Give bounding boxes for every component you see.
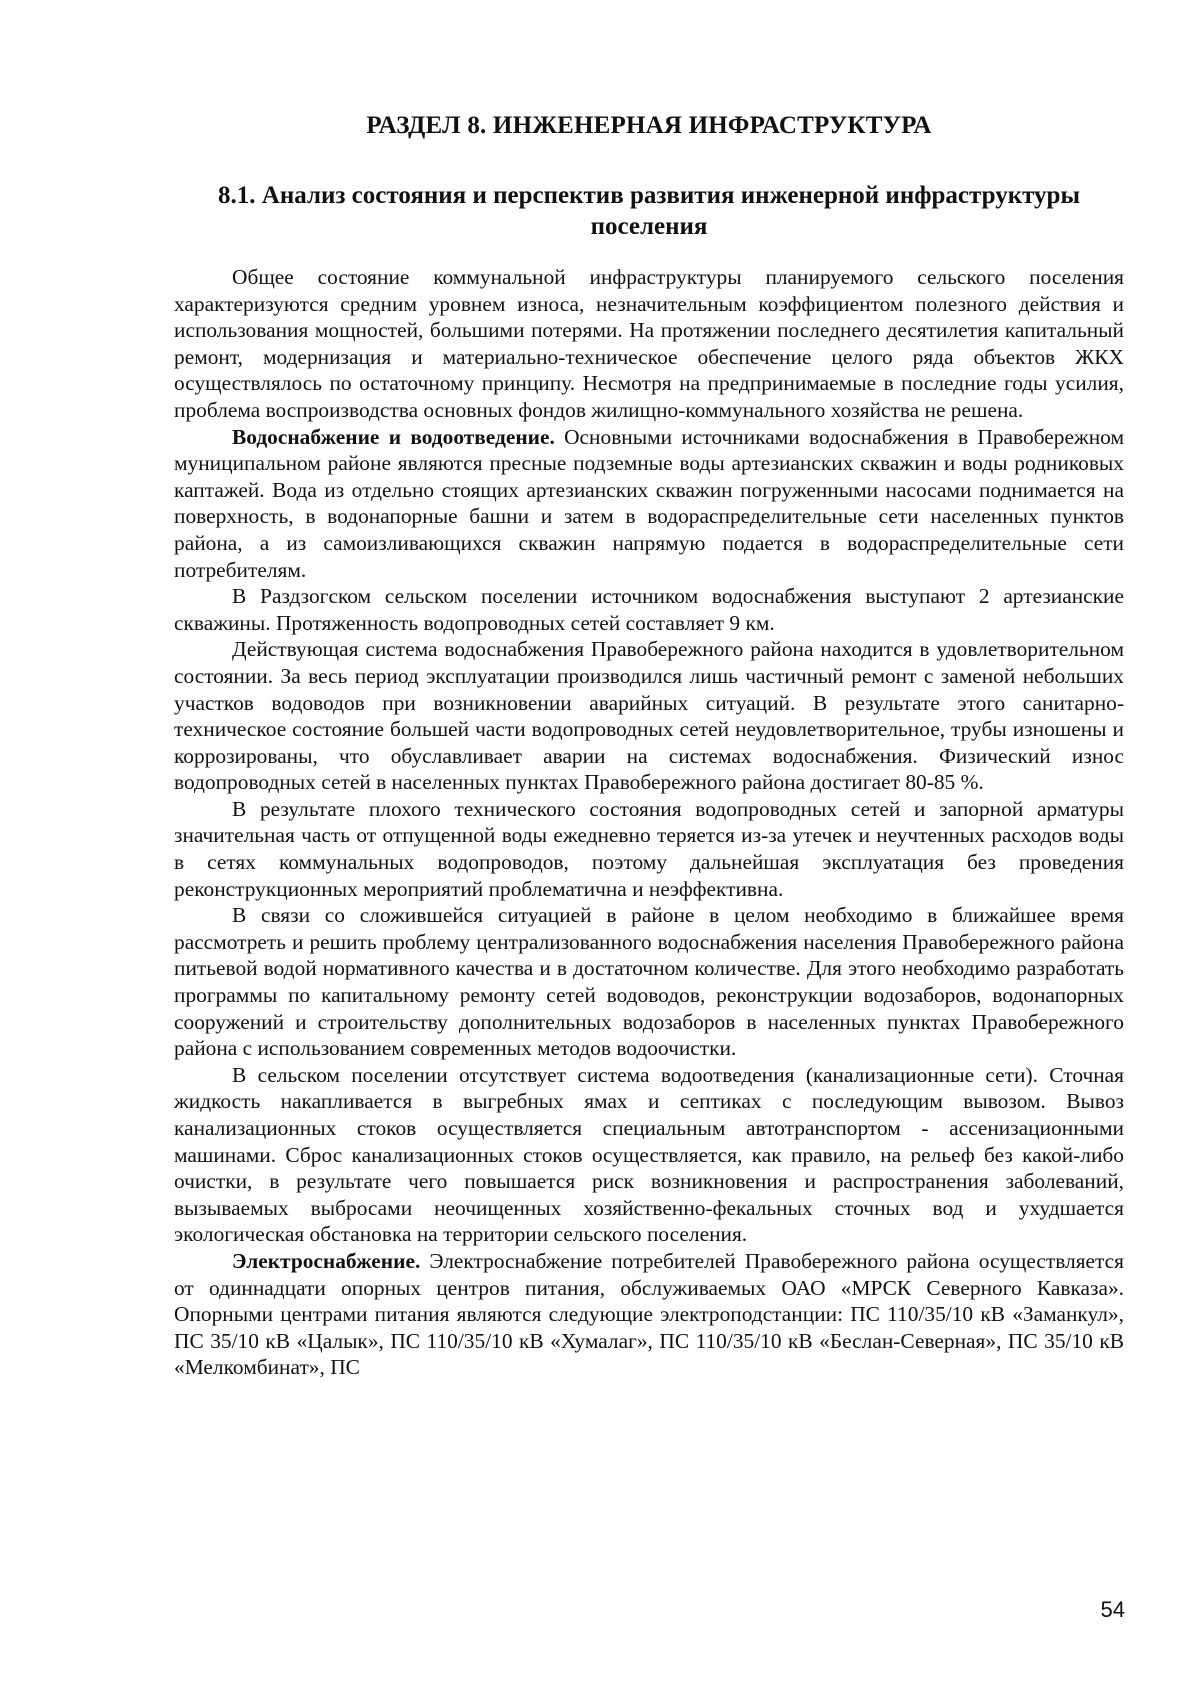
paragraph-text: Действующая система водоснабжения Правобережного района находится в удовлетворительном состоянии. За весь период эксплуатации производился лишь частичный ремонт с заменой небольших участков водоводов при возникновении аварийных ситуаций. В результате этого санитарно-техническое состояние большей части водопроводных сетей неудовлетворительное, трубы изношены и коррозированы, что обуславливает аварии на системах водоснабжения. Физический износ водопроводных сетей в населенных пунктах Правобережного района достигает 80-85 %.	[174, 637, 1124, 795]
paragraph-general-state	[174, 264, 1124, 424]
paragraph-losses	[174, 796, 1124, 902]
paragraph-text: Основными источниками водоснабжения в Правобережном муниципальном районе являются пресные подземные воды артезианских скважин и воды родниковых каптажей. Вода из отдельно стоящих артезианских скважин погруженными насосами поднимается на поверхность, в водонапорные башни и затем в водораспределительные сети населенных пунктов района, а из самоизливающихся скважин напрямую подается в водораспределительные сети потребителям.	[174, 424, 1124, 582]
page-number: 54	[1100, 1597, 1125, 1622]
paragraph-text: В связи со сложившейся ситуацией в районе в целом необходимо в ближайшее время рассмотреть и решить проблему централизованного водоснабжения населения Правобережного района питьевой водой нормативного качества и в достаточном количестве. Для этого необходимо разработать программы по капитальному ремонту сетей водоводов, реконструкции водозаборов, водонапорных сооружений и строительству дополнительных водозаборов в населенных пунктах Правобережного района с использованием современных методов водоочистки.	[174, 903, 1124, 1061]
paragraph-system-state	[174, 636, 1124, 796]
paragraph-text: Общее состояние коммунальной инфраструктуры планируемого сельского поселения характеризуются средним уровнем износа, незначительным коэффициентом полезного действия и использования мощностей, большими потерями. На протяжении последнего десятилетия капитальный ремонт, модернизация и материально-техническое обеспечение целого ряда объектов ЖКХ осуществлялось по остаточному принципу. Несмотря на предпринимаемые в последние годы усилия, проблема воспроизводства основных фондов жилищно-коммунального хозяйства не решена.	[174, 265, 1124, 422]
section-title: РАЗДЕЛ 8. ИНЖЕНЕРНАЯ ИНФРАСТРУКТУРА	[366, 112, 932, 139]
page-content	[174, 110, 1124, 1381]
paragraph-text: Электроснабжение потребителей Правобережного района осуществляется от одиннадцати опорных центров питания, обслуживаемых ОАО «МРСК Северного Кавказа». Опорными центрами питания являются следующие электроподстанции: ПС 110/35/10 кВ «Заманкул», ПС 35/10 кВ «Цалык», ПС 110/35/10 кВ «Хумалаг», ПС 110/35/10 кВ «Беслан-Северная», ПС 35/10 кВ «Мелкомбинат», ПС	[174, 1248, 1124, 1380]
subsection-title: 8.1. Анализ состояния и перспектив развития инженерной инфраструктуры поселения	[218, 182, 1080, 240]
paragraph-sewerage	[174, 1062, 1124, 1248]
paragraph-lead-term: Водоснабжение и водоотведение.	[232, 424, 555, 449]
paragraph-wells	[174, 583, 1124, 636]
paragraph-text: В результате плохого технического состояния водопроводных сетей и запорной арматуры значительная часть от отпущенной воды ежедневно теряется из-за утечек и неучтенных расходов воды в сетях коммунальных водопроводов, поэтому дальнейшая эксплуатация без проведения реконструкционных мероприятий проблематична и неэффективна.	[174, 796, 1124, 901]
paragraph-water-supply	[174, 424, 1124, 584]
paragraph-text: В сельском поселении отсутствует система водоотведения (канализационные сети). Сточная жидкость накапливается в выгребных ямах и септиках с последующим вывозом. Вывоз канализационных стоков осуществляется специальным автотранспортом - ассенизационными машинами. Сброс канализационных стоков осуществляется, как правило, на рельеф без какой-либо очистки, в результате чего повышается риск возникновения и распространения заболеваний, вызываемых выбросами неочищенных хозяйственно-фекальных сточных вод и ухудшается экологическая обстановка на территории сельского поселения.	[174, 1062, 1124, 1247]
paragraph-text: В Раздзогском сельском поселении источником водоснабжения выступают 2 артезианские скважины. Протяженность водопроводных сетей составляет 9 км.	[174, 584, 1124, 635]
paragraph-power-supply	[174, 1248, 1124, 1381]
paragraph-lead-term: Электроснабжение.	[232, 1248, 421, 1273]
paragraph-recommendations	[174, 902, 1124, 1062]
